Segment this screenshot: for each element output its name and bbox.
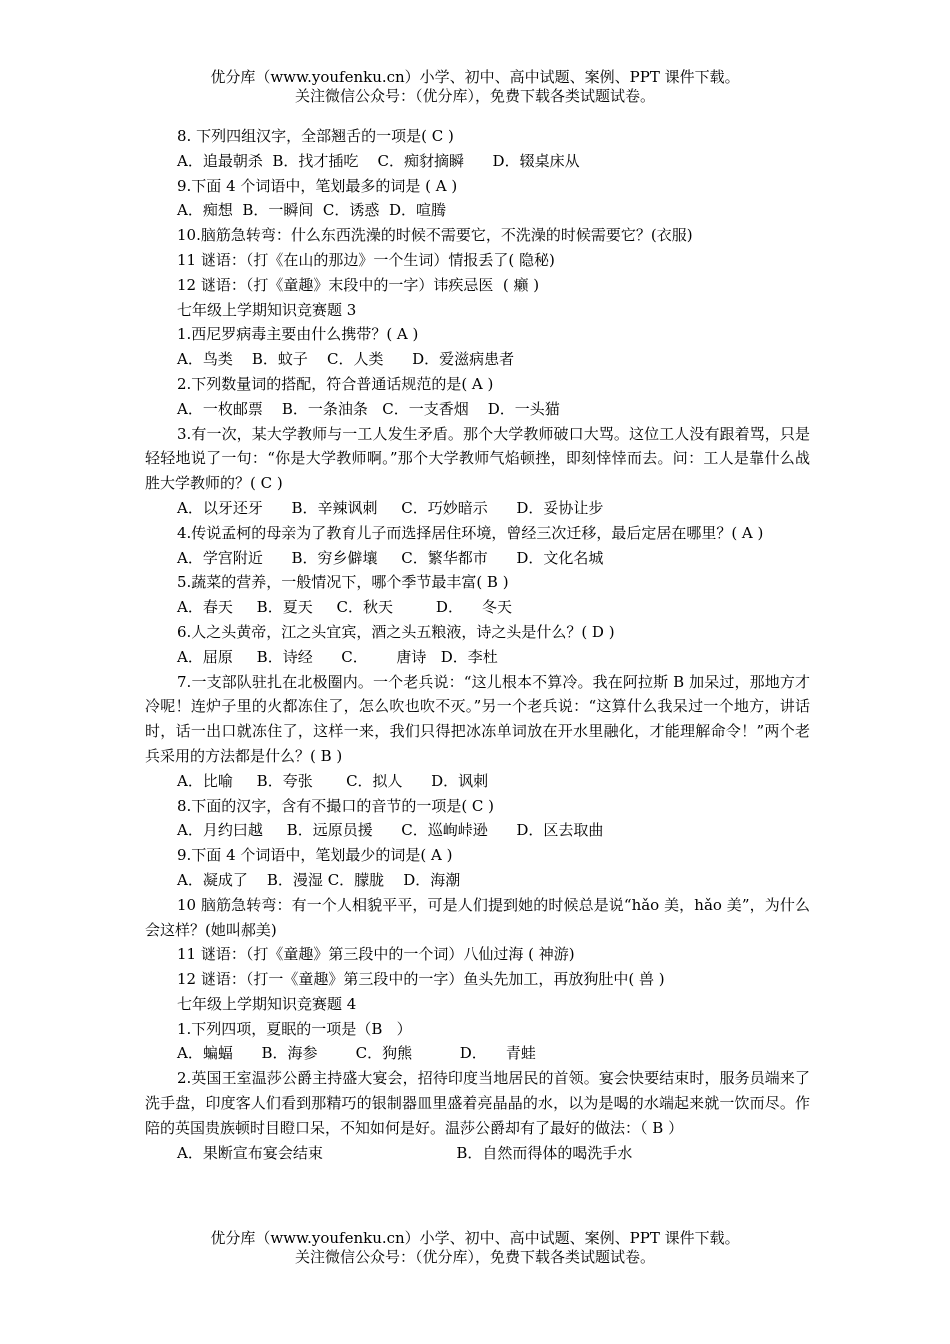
question-line: 11 谜语：（打《童趣》第三段中的一个词）八仙过海 ( 神游) (177, 945, 575, 964)
question-paragraph: 2.英国王室温莎公爵主持盛大宴会，招待印度当地居民的首领。宴会快要结束时，服务员端来了洗手盘，印度客人们看到那精巧的银制器皿里盛着亮晶晶的水，以为是喝的水端起来就一饮而尽。作陪的英国贵族顿时目瞪口呆，不知如何是好。温莎公爵却有了最好的做法：（ B ） (145, 1069, 810, 1137)
options-line: A．一枚邮票 B．一条油条 C．一支香烟 D．一头猫 (177, 399, 560, 418)
question-line: 8. 下列四组汉字，全部翘舌的一项是( C ) (177, 127, 454, 145)
options-line: A．凝成了 B．漫湿 C．朦胧 D．海潮 (177, 870, 461, 889)
question-line: 6.人之头黄帝，江之头宜宾，酒之头五粮液，诗之头是什么？( D ) (177, 622, 615, 641)
question-line: 2.下列数量词的搭配，符合普通话规范的是( A ) (177, 374, 494, 393)
header-line-2: 关注微信公众号：（优分库），免费下载各类试题试卷。 (294, 87, 655, 105)
question-line: 10.脑筋急转弯：什么东西洗澡的时候不需要它，不洗澡的时候需要它？(衣服) (177, 226, 693, 245)
question-line: 8.下面的汉字，含有不撮口的音节的一项是( C ) (177, 796, 495, 815)
options-line: A．痴想 B．一瞬间 C．诱惑 D．喧腾 (177, 201, 446, 220)
options-line: A．蝙蝠 B．海参 C．狗熊 D． 青蛙 (177, 1044, 536, 1063)
question-line: 12 谜语：（打《童趣》末段中的一字）讳疾忌医 ( 癞 ) (177, 275, 540, 294)
page-footer (0, 1229, 950, 1267)
question-line: 11 谜语：（打《在山的那边》一个生词）情报丢了( 隐秘) (177, 250, 555, 269)
options-line: A．月约曰越 B．远原员援 C．巡峋峠逊 D．区去取曲 (177, 821, 604, 840)
page-header (0, 68, 950, 106)
question-line: 1.下列四项，夏眠的一项是（B ） (177, 1019, 412, 1038)
header-line-1: 优分库（www.youfenku.cn）小学、初中、高中试题、案例、PPT 课件下载。 (210, 68, 740, 86)
question-paragraph: 4.传说孟柯的母亲为了教育儿子而选择居住环境，曾经三次迁移，最后定居在哪里？( A ) (177, 523, 764, 542)
question-line: 5.蔬菜的营养，一般情况下，哪个季节最丰富( B ) (177, 573, 509, 592)
footer-line-1: 优分库（www.youfenku.cn）小学、初中、高中试题、案例、PPT 课件下载。 (210, 1229, 740, 1247)
options-line: A．屈原 B．诗经 C． 唐诗 D．李杜 (177, 647, 498, 666)
options-line: A．学宫附近 B．穷乡僻壤 C．繁华都市 D．文化名城 (177, 548, 604, 567)
question-paragraph: 7.一支部队驻扎在北极圈内。一个老兵说：“这儿根本不算冷。我在阿拉斯 B 加呆过，那地方才冷呢！连炉子里的火都冻住了，怎么吹也吹不灭。”另一个老兵说：“这算什么我呆过一个地方，讲话时，话一出口就冻住了，这样一来，我们只得把冰冻单词放在开水里融化，才能理解命令！”两个老兵采用的方法都是什么？( B ) (145, 672, 810, 765)
question-line: 12 谜语：（打一《童趣》第三段中的一字）鱼头先加工，再放狗肚中( 兽 ) (177, 970, 665, 989)
section-title: 七年级上学期知识竞赛题 3 (177, 300, 357, 319)
options-line: A．以牙还牙 B．辛辣讽刺 C．巧妙暗示 D．妥协让步 (177, 498, 604, 517)
question-line: 9.下面 4 个词语中，笔划最多的词是 ( A ) (177, 176, 458, 195)
options-line: A．追最朝杀 B．找才插吃 C．痴豺摘瞬 D．辍桌床从 (177, 151, 580, 170)
question-line: 1.西尼罗病毒主要由什么携带？( A ) (177, 325, 419, 344)
options-line: A．鸟类 B．蚊子 C．人类 D．爱滋病患者 (177, 350, 515, 369)
options-line: A．春天 B．夏天 C．秋天 D． 冬天 (177, 598, 513, 617)
question-paragraph: 3.有一次，某大学教师与一工人发生矛盾。那个大学教师破口大骂。这位工人没有跟着骂，只是轻轻地说了一句：“你是大学教师啊。”那个大学教师气焰顿挫，即刻悻悻而去。问：工人是靠什么战胜大学教师的？( C ) (145, 424, 810, 493)
question-line: 9.下面 4 个词语中，笔划最少的词是( A ) (177, 846, 453, 865)
options-line: A．比喻 B．夸张 C．拟人 D．讽刺 (177, 771, 489, 790)
question-paragraph: 10 脑筋急转弯：有一个人相貌平平，可是人们提到她的时候总是说“hǎo 美，hǎo 美”，为什么会这样？(她叫郝美) (145, 895, 810, 939)
document-body (145, 124, 810, 1165)
section-title: 七年级上学期知识竞赛题 4 (177, 994, 357, 1013)
footer-line-2: 关注微信公众号：（优分库），免费下载各类试题试卷。 (294, 1248, 655, 1266)
options-line: A．果断宣布宴会结束 B．自然而得体的喝洗手水 (177, 1143, 633, 1162)
